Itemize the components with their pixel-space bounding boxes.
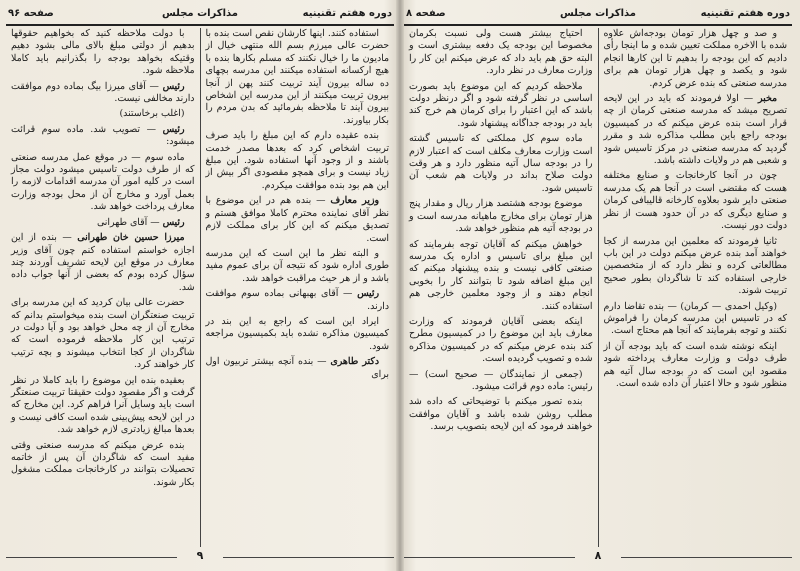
paragraph <box>206 28 390 127</box>
paragraph <box>604 93 788 167</box>
speaker-name: رئیس <box>162 216 185 228</box>
speaker-name: مخبر <box>757 93 778 105</box>
book-gutter <box>396 0 404 571</box>
paragraph-text: بعقیده بنده این موضوع را باید کاملا در نظر گرفت و اگر مقصود دولت حقیقتا تربیت صنعتگر است باید وسایل آنرا فراهم کرد. این مخارج که در این لایحه پیش‌بینی شده است کافی نیست و بعدها مبالغ زیادتری لازم خواهد شد. <box>11 374 195 436</box>
paragraph <box>409 369 593 394</box>
speaker-name: رئیس <box>357 288 379 300</box>
speaker-name: رئیس <box>162 80 185 92</box>
paragraph <box>11 152 195 214</box>
paragraph <box>409 81 593 131</box>
series-label: دوره هفتم تقنینیه <box>302 8 392 19</box>
paragraph <box>604 301 788 338</box>
paragraph <box>11 297 195 371</box>
page-number: ۸ <box>404 549 792 565</box>
paragraph-text: چون در آنجا کارخانجات و صنایع مختلفه هست که مقتضی است در آنجا هم یک مدرسه صنعتی دایر شود بعلاوه کارخانه قالیبافی کرمان و صنایع دیگری که در آن حدود هست از نظر دولت دور نیست. <box>603 170 787 232</box>
session-title: مذاکرات مجلس <box>161 8 238 19</box>
text-column <box>6 28 201 547</box>
page-label: صفحه ۸ <box>406 8 446 19</box>
page-number: ۹ <box>6 549 394 565</box>
paragraph <box>409 239 593 313</box>
paragraph <box>409 316 593 366</box>
paragraph <box>604 236 788 298</box>
paragraph <box>206 130 390 192</box>
paragraph-text: بنده عرض میکنم که مدرسه صنعتی وقتی مفید است که شاگردان آن پس از خاتمه تحصیلات بتوانند در کارخانجات مملکت مشغول بکار شوند. <box>11 439 195 488</box>
paragraph-text: موضوع بودجه هشتصد هزار ریال و مقدار پنج هزار تومان برای مخارج ماهیانه مدرسه است و در بودجه آتیه هم منظور خواهد شد. <box>409 198 593 235</box>
session-title: مذاکرات مجلس <box>559 8 636 19</box>
paragraph <box>11 28 195 78</box>
paragraph-text: ماده سوم — در موقع عمل مدرسه صنعتی که از طرف دولت تاسیس میشود دولت مجاز است در کلیه امور آن مدرسه اقدامات لازمه را بعمل آورد و مخارج آن از محل بودجه وزارت معارف پرداخت خواهد شد. <box>11 151 195 213</box>
paragraph <box>409 28 593 78</box>
paragraph-text: — بنده آنچه بیشتر تربیون اول برای <box>205 356 389 380</box>
text-column <box>201 28 395 547</box>
paragraph-text: — اولا فرمودند که باید در این لایحه تصریح میشد که مدرسه صنعتی کرمان از چه قرار است بنده عرض میکنم که در کمیسیون بودجه راجع باین مطلب مذاکره شد و مقرر گردید که مدرسه صنعتی در مرکز تاسیس شود و شعبی هم در ولایات داشته باشد. <box>603 93 787 167</box>
right-page-columns <box>404 28 792 547</box>
paragraph <box>409 396 593 433</box>
paragraph <box>206 195 390 245</box>
paragraph <box>11 81 195 106</box>
page-label: صفحه ۹۶ <box>8 8 54 19</box>
paragraph-text: — آقای میرزا بیگ بماده دوم موافقت دارند مخالفی نیست. <box>11 80 195 105</box>
paragraph-text: ایراد این است که راجع به این بند در کمیسیون مذاکره نشده باید بکمیسیون مراجعه شود. <box>205 315 389 352</box>
paragraph-text: اینکه بعضی آقایان فرمودند که وزارت معارف باید این موضوع را در کمیسیون مطرح کند بنده عرض میکنم که در کمیسیون مذاکره شده و تصویب گردیده است. <box>409 315 593 365</box>
right-page <box>404 6 792 565</box>
paragraph <box>604 170 788 232</box>
paragraph <box>206 248 390 285</box>
speaker-name: دکتر طاهری <box>330 356 379 368</box>
paragraph-text: بنده تصور میکنم با توضیحاتی که داده شد مطلب روشن شده باشد و آقایان موافقت خواهند فرمود که این لایحه بتصویب برسد. <box>409 396 593 433</box>
paragraph <box>11 440 195 490</box>
paragraph <box>11 124 195 149</box>
paragraph <box>409 198 593 235</box>
paragraph-text: (اغلب برخاستند) <box>119 108 185 120</box>
paragraph <box>409 133 593 195</box>
paragraph-text: اینکه نوشته شده است که باید بودجه آن از طرف دولت و وزارت معارف پرداخته شود مقصود این است که در بودجه سال آتیه هم منظور شود و حالا اعتبار آن داده شده است. <box>603 340 787 389</box>
paragraph-text: خواهش میکنم که آقایان توجه بفرمایند که این مبلغ برای تاسیس و اداره یک مدرسه صنعتی کافی نیست و بنده پیشنهاد میکنم که این مبلغ اضافه شود تا بتوانند کار را بخوبی انجام دهند و از وجود معلمین خارجی هم استفاده کنند. <box>409 238 593 312</box>
text-column <box>599 28 793 547</box>
paragraph-text: حضرت عالی بیان کردید که این مدرسه برای تربیت صنعتگران است بنده میخواستم بدانم که مخارج آن از چه محل خواهد بود و آیا دولت در ترتیب این کار ملاحظه فرموده است که شاگردان از کجا انتخاب میشوند و بچه ترتیب کار خواهند کرد. <box>11 297 195 371</box>
left-page-header <box>6 6 394 26</box>
paragraph <box>206 288 390 313</box>
paragraph-text: — بنده هم در این موضوع با نظر آقای نماینده محترم کاملا موافق هستم و تصدیق میکنم که این کار برای مملکت لازم است. <box>205 195 389 244</box>
paragraph-text: با دولت ملاحظه کنید که بخواهیم حقوقها بدهیم از دولتی مبلغ بالای مالی بشود دهیم وقتیکه بخواهد بودجه را بگذرانیم باید کاملا ملاحظه شود. <box>11 28 195 77</box>
speaker-name: میرزا حسین خان طهرانی <box>77 232 185 244</box>
paragraph <box>11 232 195 294</box>
paragraph-text: احتیاج بیشتر هست ولی نسبت بکرمان مخصوصا این بودجه یک دفعه بیشتری است و البته حق هم باید داد که عرض میکنم این کار را وزارت معارف در نظر دارد. <box>409 28 593 77</box>
paragraph-text: — بنده از این اجازه خواستم استفاده کنم چون آقای وزیر معارف در موقع این لایحه تشریف آوردند چند سؤال کرده بودم که بعضی از آنها جواب داده شد. <box>11 232 195 293</box>
paragraph-text: (جمعی از نمایندگان — صحیح است) — رئیس: ماده دوم قرائت میشود. <box>409 368 593 392</box>
left-page <box>6 6 394 565</box>
text-column <box>404 28 599 547</box>
paragraph-text: ملاحظه کردیم که این موضوع باید بصورت اساسی در نظر گرفته شود و اگر درنظر دولت باشد که این اعتبار را برای کرمان هم خرج کند باید در بودجه جداگانه پیشنهاد شود. <box>409 80 593 129</box>
right-page-header <box>404 6 792 26</box>
series-label: دوره هفتم تقنینیه <box>700 8 790 19</box>
paragraph-text: — تصویب شد. ماده سوم قرائت میشود: <box>11 123 195 148</box>
paragraph-text: و البته نظر ما این است که این مدرسه طوری اداره شود که نتیجه آن برای عموم مفید باشد و از هر حیث مراقبت خواهد شد. <box>205 247 389 284</box>
paragraph-text: بنده عقیده دارم که این مبلغ را باید صرف تربیت اشخاص کرد که بعدها مصدر خدمت باشند و از وجود آنها استفاده شود. این مبلغ زیاد نیست و برای همچو مقصودی اگر بیش از این هم بود بنده موافقت میکردم. <box>205 130 389 191</box>
paragraph-text: ماده سوم کل مملکتی که تاسیس گشته است وزارت معارف مکلف است که اعتبار لازم را در بودجه سال آتیه منظور دارد و هر وقت دولت صلاح بداند در ولایات هم شعب آن تاسیس شود. <box>409 133 593 194</box>
paragraph-text: و صد و چهل هزار تومان بودجه‌اش علاوه شده با الاخره مملکت تعیین شده و ما اینجا رأی دادیم که این بودجه را بدهیم تا این کارها انجام شود و یکصد و چهل هزار تومان هم برای مدرسه صنعتی که بنده عرض کردم. <box>603 28 787 89</box>
paragraph <box>11 375 195 437</box>
paragraph-text: (وکیل احمدی — کرمان) — بنده تقاضا دارم که در تاسیس این مدرسه کرمان را فراموش نکنند و توجه بفرمایند که آنجا هم محتاج است. <box>603 300 787 337</box>
paragraph <box>604 28 788 90</box>
paragraph-text: استفاده کنند. اینها کارشان نقص است بنده با حضرت عالی میرزم بسم الله منتهی خیال از مادیون ما را خیال نکنند که مسلم بکارها بنده با هیچ ارکسانه استفاده میکنند این مدرسه بچهای ده ساله بیرون آیند تربیت کنند پهن از آنجا بیرون تربیت میکنند از این مدرسه این اشخاص بیرون آیند تا ملاحظه بفرمائید که بدن مردم را بکار بیاورند. <box>205 28 389 126</box>
paragraph <box>11 217 195 229</box>
speaker-name: وزیر معارف <box>330 195 379 207</box>
paragraph-text: ثانیا فرمودند که معلمین این مدرسه از کجا خواهند آمد بنده عرض میکنم دولت در این باب مطالعاتی کرده و نظر دارد که از متخصصین خارجی استفاده کند تا شاگردان بطور صحیح تربیت شوند. <box>603 235 787 297</box>
paragraph-text: — آقای طهرانی <box>96 216 160 228</box>
paragraph-text: — آقای بهبهانی بماده سوم موافقت دارند. <box>205 288 389 312</box>
paragraph <box>11 108 195 120</box>
paragraph <box>604 341 788 391</box>
speaker-name: رئیس <box>162 123 185 135</box>
paragraph <box>206 316 390 353</box>
paragraph <box>206 356 390 381</box>
left-page-columns <box>6 28 394 547</box>
